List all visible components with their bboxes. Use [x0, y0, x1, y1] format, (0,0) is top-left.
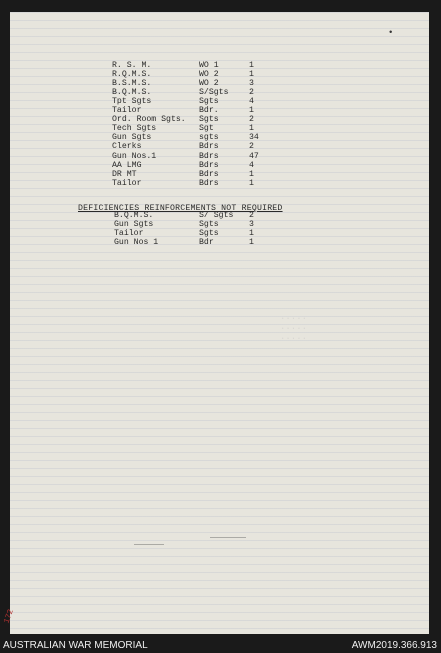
cell-grade: Sgt: [199, 124, 214, 134]
table-row: [10, 70, 429, 79]
table-row: [10, 79, 429, 88]
cell-count: 1: [249, 61, 254, 70]
pencil-mark: [210, 537, 246, 538]
cell-count: 3: [249, 79, 254, 89]
cell-rank: Tailor: [112, 178, 142, 188]
cell-grade: Sgts: [199, 229, 219, 239]
document-page: [10, 12, 429, 634]
cell-rank: Tailor: [112, 106, 142, 116]
cell-grade: Sgts: [199, 220, 219, 230]
table-row: [10, 115, 429, 124]
cell-grade: Bdrs: [199, 169, 219, 179]
table-row: [10, 220, 429, 229]
cell-rank: Gun Sgts: [114, 220, 154, 230]
cell-count: 1: [249, 238, 254, 248]
section-heading: DEFICIENCIES REINFORCEMENTS NOT REQUIRED: [78, 204, 283, 213]
cell-rank: Gun Nos.1: [112, 151, 157, 161]
archive-mark: 172: [2, 608, 16, 625]
cell-count: 2: [249, 142, 254, 152]
cell-rank: Tpt Sgts: [112, 97, 152, 107]
cell-count: 34: [249, 133, 259, 143]
pencil-mark: [134, 544, 164, 545]
cell-grade: Bdrs: [199, 160, 219, 170]
footer: [0, 638, 441, 653]
cell-grade: sgts: [199, 133, 219, 143]
cell-count: 4: [249, 97, 254, 107]
cell-rank: Tech Sgts: [112, 124, 157, 134]
cell-rank: DR MT: [112, 169, 137, 179]
cell-grade: Sgts: [199, 115, 219, 125]
cell-count: 1: [249, 106, 254, 116]
table-row: [10, 61, 429, 70]
table-row: [10, 161, 429, 170]
cell-grade: S/ Sgts: [199, 211, 234, 220]
cell-rank: Clerks: [112, 142, 142, 152]
table-row: [10, 179, 429, 188]
cell-count: 1: [249, 178, 254, 188]
cell-grade: WO 2: [199, 79, 219, 89]
cell-rank: R. S. M.: [112, 61, 152, 70]
cell-grade: Sgts: [199, 97, 219, 107]
cell-grade: Bdr: [199, 238, 214, 248]
footer-left: AUSTRALIAN WAR MEMORIAL: [3, 640, 148, 651]
cell-grade: S/Sgts: [199, 88, 229, 98]
cell-grade: Bdrs: [199, 142, 219, 152]
cell-count: 1: [249, 124, 254, 134]
cell-count: 2: [249, 88, 254, 98]
cell-rank: B.Q.M.S.: [114, 211, 154, 220]
table-row: [10, 238, 429, 247]
cell-count: 3: [249, 220, 254, 230]
table-row: [10, 211, 429, 220]
cell-grade: Bdrs: [199, 151, 219, 161]
cell-count: 4: [249, 160, 254, 170]
cell-count: 2: [249, 115, 254, 125]
table-row: [10, 97, 429, 106]
table-row: [10, 133, 429, 142]
table-row: [10, 124, 429, 133]
cell-rank: B.Q.M.S.: [112, 88, 152, 98]
cell-rank: Tailor: [114, 229, 144, 239]
cell-grade: Bdrs: [199, 178, 219, 188]
table-row: [10, 152, 429, 161]
cell-count: 1: [249, 229, 254, 239]
cell-grade: WO 1: [199, 61, 219, 70]
cell-rank: Gun Nos 1: [114, 238, 159, 248]
table-row: [10, 106, 429, 115]
cell-grade: Bdr.: [199, 106, 219, 116]
table-row: [10, 88, 429, 97]
cell-count: 47: [249, 151, 259, 161]
ink-mark: •: [388, 28, 394, 38]
cell-rank: AA LMG: [112, 160, 142, 170]
cell-count: 1: [249, 70, 254, 80]
table-row: [10, 229, 429, 238]
table-row: [10, 142, 429, 151]
cell-rank: Gun Sgts: [112, 133, 152, 143]
cell-count: 1: [249, 169, 254, 179]
cell-rank: R.Q.M.S.: [112, 70, 152, 80]
table-row: [10, 170, 429, 179]
cell-count: 2: [249, 211, 254, 220]
cell-rank: B.S.M.S.: [112, 79, 152, 89]
ghost-text: ..... ..... .....: [280, 312, 308, 342]
footer-right: AWM2019.366.913: [351, 640, 437, 651]
cell-rank: Ord. Room Sgts.: [112, 115, 186, 125]
cell-grade: WO 2: [199, 70, 219, 80]
